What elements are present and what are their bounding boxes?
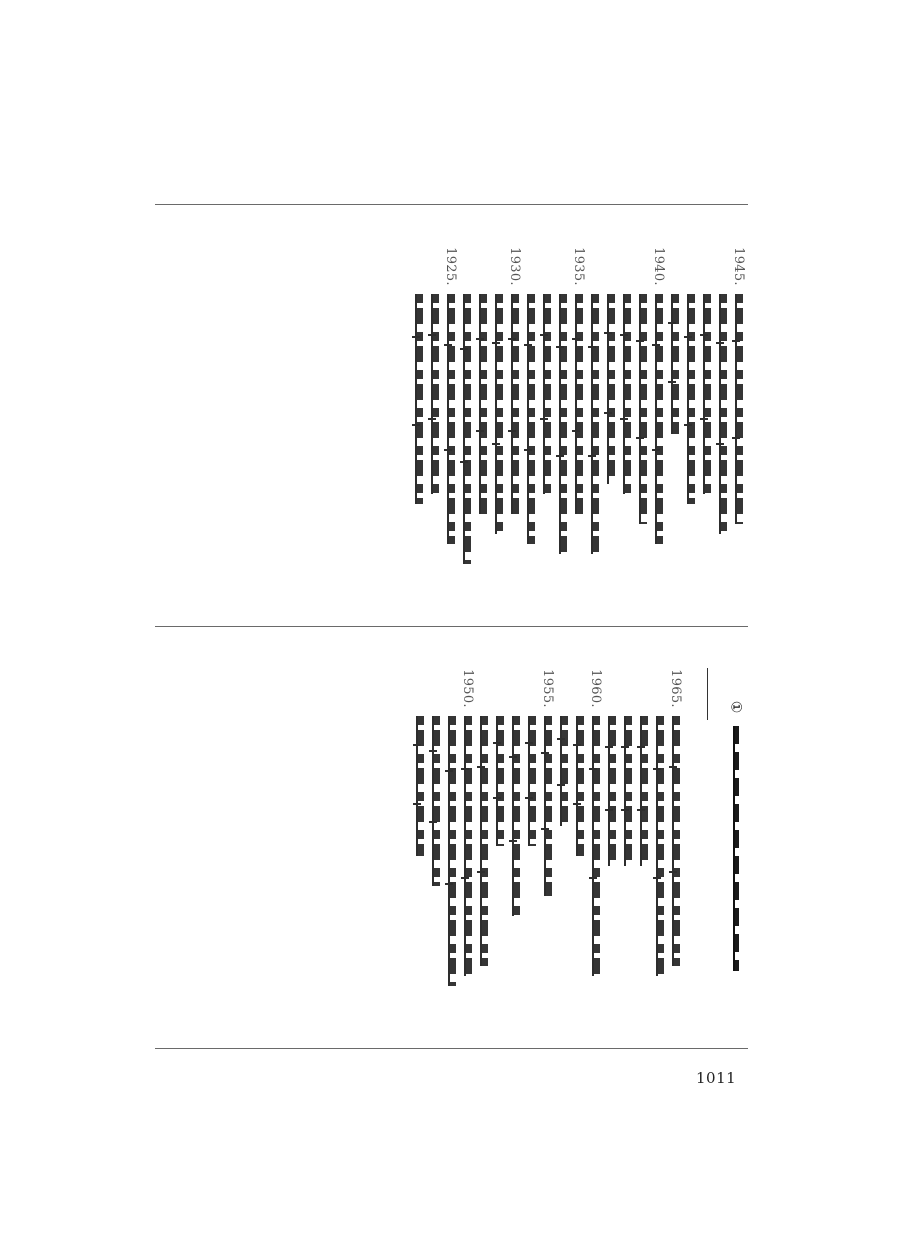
mongolian-script-line (527, 294, 535, 544)
mongolian-script-line (447, 294, 455, 544)
mongolian-script-line (464, 716, 472, 976)
footnote-rule (707, 668, 708, 720)
mongolian-script-line (592, 716, 600, 976)
mongolian-script-line (511, 294, 519, 514)
mongolian-script-line (703, 294, 711, 494)
mongolian-script-line (415, 294, 423, 504)
mongolian-script-line (528, 716, 536, 846)
stanza-year: 1950. (459, 668, 475, 708)
stanza-year: 1965. (667, 668, 683, 708)
mongolian-script-line (416, 716, 424, 856)
stanza-year: 1955. (539, 668, 555, 708)
stanza-year: 1960. (587, 668, 603, 708)
mongolian-script-line (543, 294, 551, 494)
mongolian-script-line (544, 716, 552, 896)
poem-line (408, 246, 428, 586)
bottom-rule (155, 1048, 748, 1049)
footnote-text (733, 726, 739, 971)
mongolian-script-line (576, 716, 584, 856)
mongolian-script-line (575, 294, 583, 514)
mongolian-script-line (655, 294, 663, 544)
mongolian-script-line (735, 294, 743, 524)
mongolian-script-line (479, 294, 487, 514)
mongolian-script-line (496, 716, 504, 846)
mongolian-script-line (560, 716, 568, 826)
stanza-year: 1945. (730, 246, 746, 286)
stanza-year: 1925. (442, 246, 458, 286)
mongolian-script-line (559, 294, 567, 554)
stanza-year: 1935. (570, 246, 586, 286)
mongolian-script-line (624, 716, 632, 866)
mongolian-script-line (607, 294, 615, 484)
middle-rule (155, 626, 748, 627)
mongolian-script-line (687, 294, 695, 504)
mongolian-script-line (512, 716, 520, 916)
mongolian-script-line (480, 716, 488, 966)
mongolian-script-line (432, 716, 440, 886)
stanza-year: 1940. (650, 246, 666, 286)
mongolian-script-line (656, 716, 664, 976)
mongolian-script-line (671, 294, 679, 434)
footnote-marker: ① (727, 700, 743, 714)
mongolian-script-line (639, 294, 647, 524)
mongolian-script-line (448, 716, 456, 986)
mongolian-script-line (719, 294, 727, 534)
mongolian-script-line (495, 294, 503, 534)
mongolian-script-line (591, 294, 599, 554)
mongolian-script-line (623, 294, 631, 494)
mongolian-script-line (431, 294, 439, 494)
stanza-year: 1930. (506, 246, 522, 286)
mongolian-script-line (672, 716, 680, 966)
mongolian-script-line (640, 716, 648, 866)
mongolian-script-line (608, 716, 616, 866)
poem-line (409, 668, 429, 1008)
mongolian-script-line (463, 294, 471, 564)
page-number: 1011 (696, 1069, 737, 1087)
top-rule (155, 204, 748, 205)
